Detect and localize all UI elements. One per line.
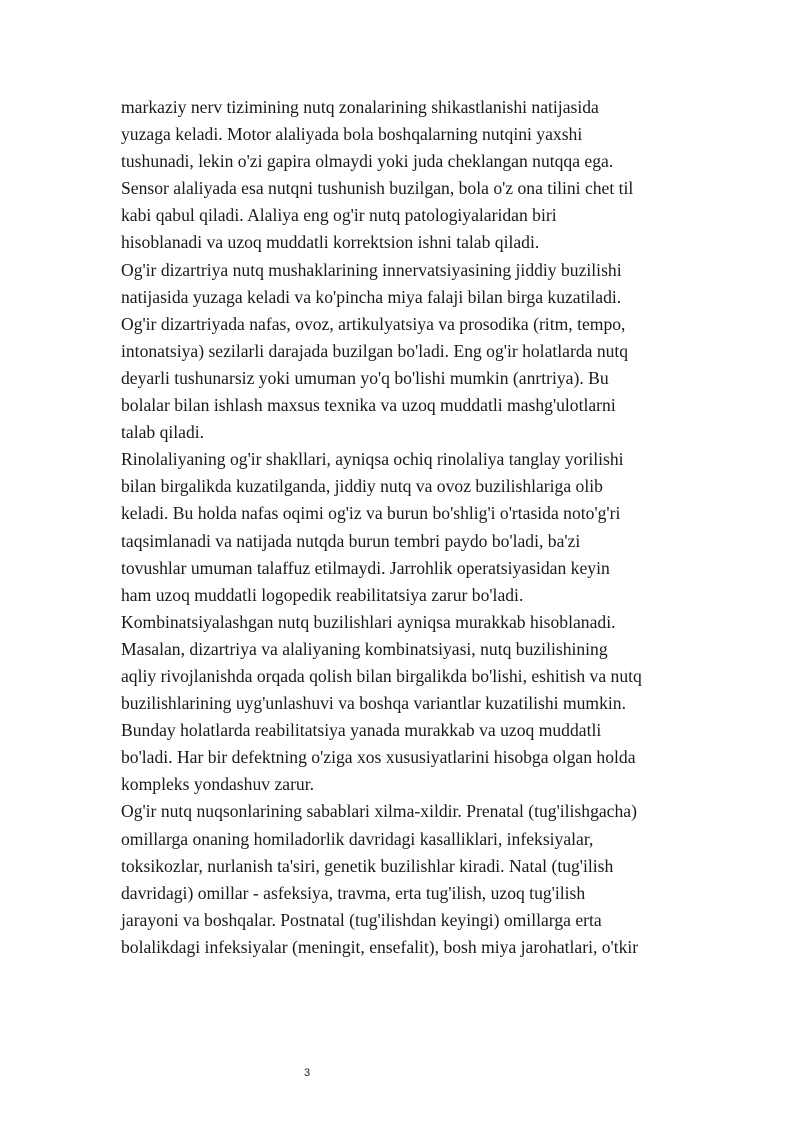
text-line: Og'ir dizartriya nutq mushaklarining innervatsiyasining jiddiy buzilishi — [121, 259, 622, 280]
text-line: intonatsiya) sezilarli darajada buzilgan bo'ladi. Eng og'ir holatlarda nutq — [121, 340, 629, 361]
text-line: Masalan, dizartriya va alaliyaning kombinatsiyasi, nutq buzilishining — [121, 638, 608, 659]
text-line: tovushlar umuman talaffuz etilmaydi. Jarrohlik operatsiyasidan keyin — [121, 557, 610, 578]
text-line: bilan birgalikda kuzatilganda, jiddiy nutq va ovoz buzilishlariga olib — [121, 476, 603, 497]
text-line: yuzaga keladi. Motor alaliyada bola boshqalarning nutqini yaxshi — [121, 124, 583, 145]
text-line: bolalikdagi infeksiyalar (meningit, ensefalit), bosh miya jarohatlari, o'tkir — [121, 936, 639, 957]
text-line: taqsimlanadi va natijada nutqda burun tembri paydo bo'ladi, ba'zi — [121, 530, 581, 551]
text-line: aqliy rivojlanishda orqada qolish bilan birgalikda bo'lishi, eshitish va nutq — [121, 665, 642, 686]
text-line: Og'ir dizartriyada nafas, ovoz, artikulyatsiya va prosodika (ritm, tempo, — [121, 313, 626, 334]
text-line: buzilishlarining uyg'unlashuvi va boshqa variantlar kuzatilishi mumkin. — [121, 693, 626, 714]
text-line: natijasida yuzaga keladi va ko'pincha miya falaji bilan birga kuzatiladi. — [121, 286, 622, 307]
text-line: ham uzoq muddatli logopedik reabilitatsiya zarur bo'ladi. — [121, 584, 524, 605]
text-line: Rinolaliyaning og'ir shakllari, ayniqsa ochiq rinolaliya tanglay yorilishi — [121, 449, 624, 470]
text-line: bo'ladi. Har bir defektning o'ziga xos xususiyatlarini hisobga olgan holda — [121, 747, 636, 768]
text-line: Kombinatsiyalashgan nutq buzilishlari ayniqsa murakkab hisoblanadi. — [121, 611, 616, 632]
text-line: omillarga onaning homiladorlik davridagi kasalliklari, infeksiyalar, — [121, 828, 594, 849]
text-line: hisoblanadi va uzoq muddatli korrektsion ishni talab qiladi. — [121, 232, 540, 253]
text-line: jarayoni va boshqalar. Postnatal (tug'ilishdan keyingi) omillarga erta — [121, 909, 602, 930]
body-text — [121, 94, 691, 961]
text-line: Bunday holatlarda reabilitatsiya yanada murakkab va uzoq muddatli — [121, 720, 602, 741]
text-line: Sensor alaliyada esa nutqni tushunish buzilgan, bola o'z ona tilini chet til — [121, 178, 634, 199]
text-line: deyarli tushunarsiz yoki umuman yo'q bo'lishi mumkin (anrtriya). Bu — [121, 367, 609, 388]
text-line: toksikozlar, nurlanish ta'siri, genetik buzilishlar kiradi. Natal (tug'ilish — [121, 855, 614, 876]
text-line: kabi qabul qiladi. Alaliya eng og'ir nutq patologiyalaridan biri — [121, 205, 557, 226]
text-line: talab qiladi. — [121, 422, 205, 443]
text-line: davridagi) omillar - asfeksiya, travma, erta tug'ilish, uzoq tug'ilish — [121, 882, 586, 903]
page-number: 3 — [303, 1067, 311, 1079]
text-line: markaziy nerv tizimining nutq zonalarining shikastlanishi natijasida — [121, 97, 599, 117]
text-line: kompleks yondashuv zarur. — [121, 774, 315, 795]
text-line: tushunadi, lekin o'zi gapira olmaydi yoki juda cheklangan nutqqa ega. — [121, 151, 614, 172]
text-line: keladi. Bu holda nafas oqimi og'iz va burun bo'shlig'i o'rtasida noto'g'ri — [121, 503, 621, 524]
text-line: bolalar bilan ishlash maxsus texnika va uzoq muddatli mashg'ulotlarni — [121, 395, 616, 416]
text-line: Og'ir nutq nuqsonlarining sabablari xilma-xildir. Prenatal (tug'ilishgacha) — [121, 801, 637, 822]
